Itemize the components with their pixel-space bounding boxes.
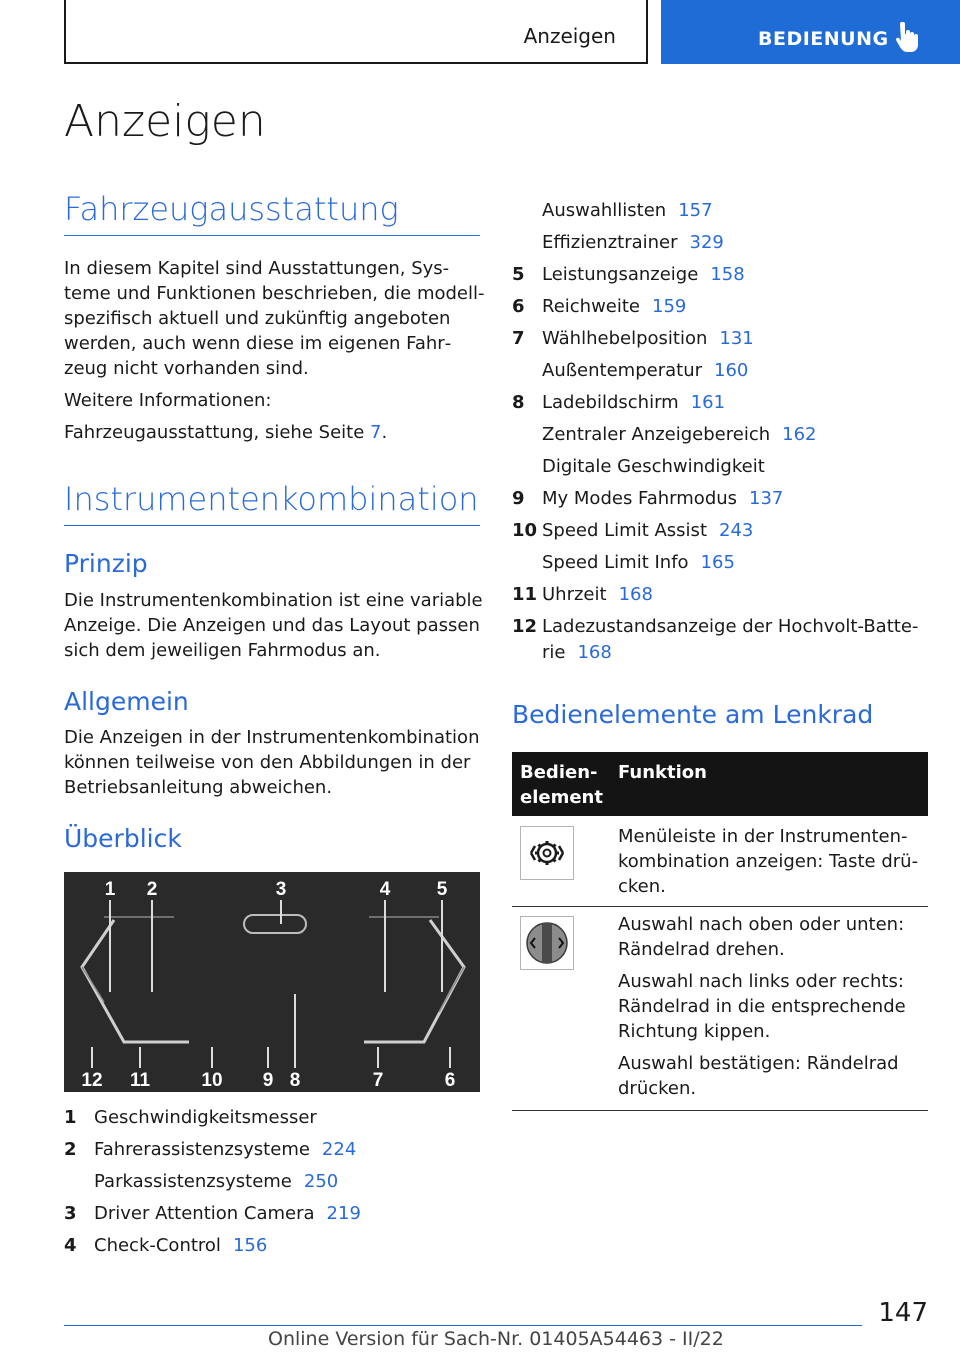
legend-page-link[interactable]: 131 [719, 328, 754, 349]
header-chapter-label: BEDIENUNG [758, 28, 889, 50]
legend-item [512, 422, 817, 447]
legend-text: Digitale Geschwindigkeit [542, 456, 765, 477]
text-line: Auswahl nach oben oder unten: [618, 914, 905, 935]
legend-page-link[interactable]: 219 [326, 1203, 361, 1224]
legend-item [512, 390, 725, 415]
legend-text: Leistungsanzeige [542, 264, 699, 285]
text-line: Betriebsanleitung abweichen. [64, 777, 333, 798]
legend-text: Fahrerassistenzsysteme [94, 1139, 310, 1160]
header-text-line: Bedien‐ [520, 762, 598, 783]
header-section-title: Anzeigen [523, 24, 616, 48]
legend-text: rie [542, 642, 566, 663]
text-line: Richtung kippen. [618, 1021, 771, 1042]
legend-item [512, 230, 724, 255]
legend-item [512, 614, 918, 639]
heading-instrumentenkombination: Instrumentenkombination [64, 480, 479, 518]
legend-number: 9 [512, 488, 525, 509]
more-info-label: Weitere Informationen: [64, 390, 272, 411]
row-divider [512, 1110, 928, 1111]
legend-number: 10 [512, 520, 538, 541]
legend-text: Driver Attention Camera [94, 1203, 315, 1224]
legend-item [512, 640, 612, 665]
text-line: Anzeige. Die Anzeigen und das Layout passen [64, 615, 480, 636]
legend-page-link[interactable]: 224 [321, 1139, 357, 1160]
legend-text: Parkassistenzsysteme [94, 1171, 292, 1192]
heading-allgemein: Allgemein [64, 687, 189, 716]
text-line: Rändelrad in die entsprechende [618, 996, 906, 1017]
legend-text: Außentemperatur [542, 360, 703, 381]
menu-button-image [520, 826, 574, 880]
legend-item [512, 454, 765, 479]
figure-label-9: 9 [262, 1070, 274, 1091]
footer-online-version: Online Version für Sach-Nr. 01405A54463 - II/22 [268, 1328, 724, 1350]
legend-text: Speed Limit Info [542, 552, 689, 573]
page-link-7[interactable]: 7 [370, 422, 382, 443]
fahrzeug-reference [64, 420, 387, 445]
text-line: Auswahl bestätigen: Rändelrad [618, 1053, 899, 1074]
figure-label-5: 5 [436, 879, 448, 900]
legend-text: Wählhebelposition [542, 328, 708, 349]
figure-label-1: 1 [104, 879, 116, 900]
legend-page-link[interactable]: 161 [690, 392, 726, 413]
heading-prinzip: Prinzip [64, 549, 148, 578]
figure-label-7: 7 [372, 1070, 384, 1091]
thumbwheel-icon [521, 917, 573, 969]
legend-text: My Modes Fahrmodus [542, 488, 738, 509]
legend-item [512, 518, 753, 543]
legend-page-link[interactable]: 165 [700, 552, 735, 573]
legend-number: 4 [64, 1235, 77, 1256]
legend-text: Zentraler Anzeigebereich [542, 424, 771, 445]
text-line: kombination anzeigen: Taste drü‐ [618, 851, 919, 872]
legend-page-link[interactable]: 156 [232, 1235, 268, 1256]
section-rule [64, 235, 480, 236]
legend-page-link[interactable]: 157 [678, 200, 713, 221]
legend-page-link[interactable]: 250 [303, 1171, 339, 1192]
legend-text: Geschwindigkeitsmesser [94, 1107, 317, 1128]
header-text-line: element [520, 787, 603, 808]
heading-lenkrad: Bedienelemente am Lenkrad [512, 700, 874, 729]
legend-item [64, 1105, 317, 1130]
legend-item [64, 1233, 267, 1258]
legend-item [64, 1137, 356, 1162]
legend-page-link[interactable]: 243 [719, 520, 754, 541]
legend-number: 3 [64, 1203, 77, 1224]
legend-number: 2 [64, 1139, 77, 1160]
legend-item [512, 198, 713, 223]
legend-page-link[interactable]: 162 [782, 424, 817, 445]
legend-text: Check-Control [94, 1235, 221, 1256]
legend-text: Reichweite [542, 296, 641, 317]
text-line: Menüleiste in der Instrumenten‐ [618, 826, 908, 847]
text-line: werden, auch wenn diese im eigenen Fahr‐ [64, 333, 452, 354]
page-title: Anzeigen [64, 96, 266, 147]
legend-item [512, 486, 783, 511]
row1-funktion [618, 824, 918, 899]
text-line: drücken. [618, 1078, 697, 1099]
hand-pointer-icon [895, 22, 921, 52]
legend-item [64, 1169, 338, 1194]
reference-text: Fahrzeugausstattung, siehe Seite [64, 422, 370, 443]
text-line: sich dem jeweiligen Fahrmodus an. [64, 640, 381, 661]
legend-number: 11 [512, 584, 538, 605]
header-section-box [64, 0, 648, 64]
section-rule [64, 525, 480, 526]
legend-item [512, 326, 754, 351]
legend-text: Speed Limit Assist [542, 520, 707, 541]
figure-label-12: 12 [81, 1070, 103, 1091]
text-line: Auswahl nach links oder rechts: [618, 971, 904, 992]
legend-number: 6 [512, 296, 525, 317]
legend-number: 1 [64, 1107, 77, 1128]
legend-number: 8 [512, 392, 525, 413]
text-line: spezifisch aktuell und zukünftig angeboten [64, 308, 451, 329]
legend-number: 7 [512, 328, 525, 349]
legend-item [512, 582, 653, 607]
figure-label-3: 3 [275, 879, 287, 900]
figure-label-8: 8 [289, 1070, 301, 1091]
legend-text: Ladezustandsanzeige der Hochvolt-Batte‐ [542, 616, 919, 637]
legend-page-link[interactable]: 329 [689, 232, 724, 253]
header-chapter-tab[interactable] [661, 0, 960, 64]
header-bedienelement [520, 760, 603, 810]
text-line: Die Instrumentenkombination ist eine variable [64, 590, 483, 611]
text-line: cken. [618, 876, 666, 897]
footer-rule [64, 1325, 862, 1326]
allgemein-paragraph [64, 725, 479, 800]
instrument-cluster-figure [64, 872, 480, 1092]
legend-page-link[interactable]: 158 [710, 264, 745, 285]
figure-label-4: 4 [379, 879, 391, 900]
row-divider [512, 906, 928, 907]
legend-text: Auswahllisten [542, 200, 667, 221]
figure-label-10: 10 [201, 1070, 223, 1091]
figure-label-6: 6 [444, 1070, 456, 1091]
header-funktion: Funktion [618, 762, 707, 783]
reference-end: . [381, 422, 388, 443]
prinzip-paragraph [64, 588, 483, 663]
legend-item [512, 550, 735, 575]
legend-number: 5 [512, 264, 525, 285]
page-number: 147 [878, 1298, 928, 1328]
legend-text: Effizienztrainer [542, 232, 678, 253]
legend-page-link[interactable]: 159 [652, 296, 687, 317]
figure-label-11: 11 [129, 1070, 151, 1091]
text-line: können teilweise von den Abbildungen in der [64, 752, 471, 773]
text-line: teme und Funktionen beschrieben, die modell‐ [64, 283, 485, 304]
table-header [512, 752, 928, 816]
legend-item [64, 1201, 361, 1226]
legend-page-link[interactable]: 160 [714, 360, 749, 381]
row2-funktion [618, 912, 906, 1101]
gear-icon [521, 827, 573, 879]
fahrzeug-paragraph [64, 256, 485, 381]
text-line: In diesem Kapitel sind Ausstattungen, Sys‐ [64, 258, 450, 279]
thumbwheel-image [520, 916, 574, 970]
legend-page-link[interactable]: 168 [618, 584, 653, 605]
legend-text: Ladebildschirm [542, 392, 679, 413]
figure-label-2: 2 [146, 879, 158, 900]
legend-number: 12 [512, 616, 538, 637]
text-line: Die Anzeigen in der Instrumentenkombination [64, 727, 480, 748]
legend-text: Uhrzeit [542, 584, 607, 605]
legend-page-link[interactable]: 168 [577, 642, 612, 663]
legend-item [512, 262, 745, 287]
heading-fahrzeugausstattung: Fahrzeugausstattung [64, 190, 399, 228]
text-line: Rändelrad drehen. [618, 939, 785, 960]
legend-page-link[interactable]: 137 [749, 488, 784, 509]
legend-item [512, 294, 686, 319]
text-line: zeug nicht vorhanden sind. [64, 358, 309, 379]
legend-item [512, 358, 748, 383]
heading-ueberblick: Überblick [64, 824, 182, 853]
